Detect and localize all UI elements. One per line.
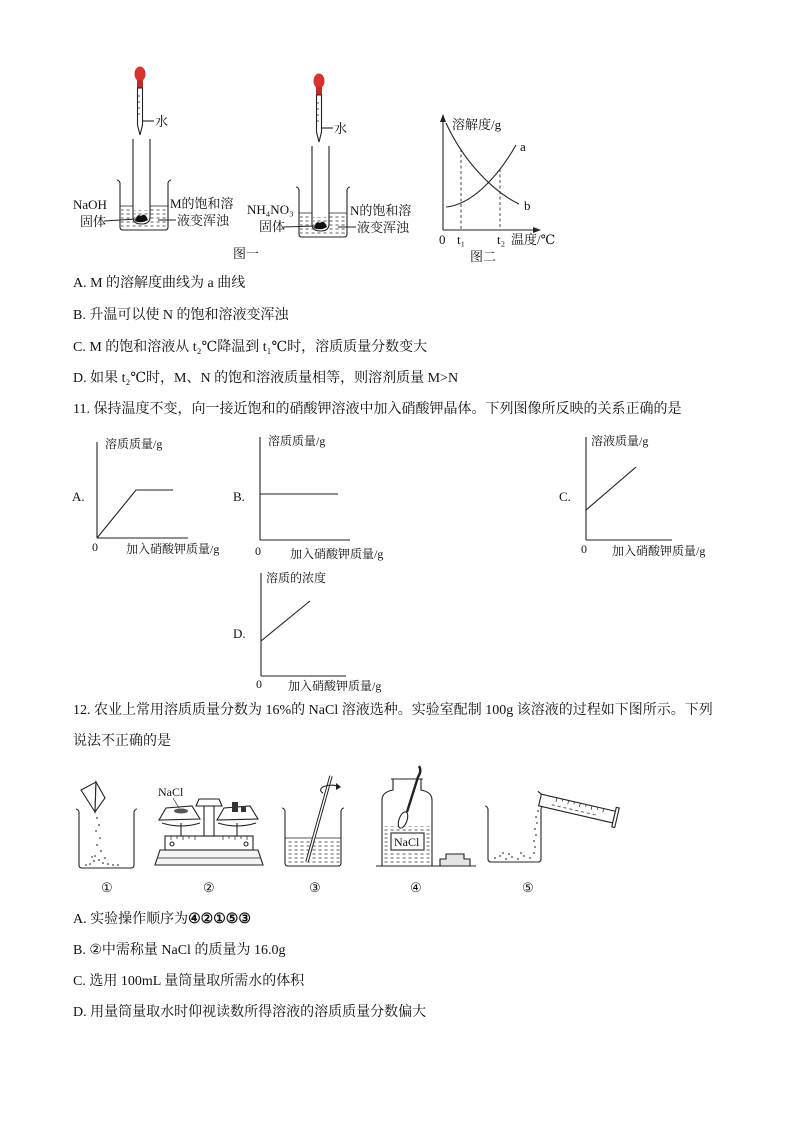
nacl-leader [173, 798, 179, 808]
step-label: ③ [309, 880, 321, 895]
question-12-stem-line2: 说法不正确的是 [73, 734, 171, 749]
bottle-stopper [440, 854, 470, 866]
y-axis-label: 溶解度/g [452, 117, 502, 132]
x-axis-label: 加入硝酸钾质量/g [288, 679, 382, 693]
x-axis-label: 加入硝酸钾质量/g [612, 544, 706, 558]
q12-option-c: C. 选用 100mL 量筒量取所需水的体积 [73, 974, 305, 989]
solution-label-line2: 液变浑浊 [357, 220, 410, 235]
graph-a [72, 436, 219, 556]
graph-b [233, 433, 383, 561]
dropper-neck [316, 87, 322, 95]
solution-label-line1: M的饱和溶 [170, 196, 234, 211]
falling-salt [86, 818, 118, 865]
graph-d [233, 570, 381, 693]
stir-arrow-head [336, 783, 341, 790]
curve-b [446, 123, 519, 204]
x-axis-label: 加入硝酸钾质量/g [290, 547, 384, 561]
dropper-bulb [135, 67, 146, 82]
graph-line [261, 601, 310, 641]
origin-label: 0 [92, 540, 98, 554]
figure-1-caption: 图一 [233, 246, 260, 261]
q12-option-a-order: ④②①⑤③ [188, 912, 251, 927]
question-12-stem-line1: 12. 农业上常用溶质质量分数为 16%的 NaCl 溶液选种。实验室配制 100g 该溶液的过程如下图所示。下列 [73, 703, 713, 718]
solid-label-line1: NaOH [73, 197, 107, 212]
solution-label-line2: 液变浑浊 [177, 213, 230, 228]
q12-option-a-text: A. 实验操作顺序为 [73, 912, 189, 927]
graph-letter: A. [72, 489, 85, 504]
weighing-paper-left [81, 782, 96, 812]
t2-label: t₂ [497, 232, 506, 247]
spoon-handle [407, 766, 420, 812]
graph-letter: D. [233, 626, 246, 641]
graduated-cylinder [534, 789, 619, 827]
beaker [76, 809, 137, 868]
solubility-graph [439, 114, 555, 264]
step-label: ② [203, 880, 215, 895]
beaker-sediment [495, 853, 530, 859]
step-1-pour-solid [76, 782, 137, 895]
water-label: 水 [155, 114, 169, 129]
option-d: D. 如果 t₂℃时，M、N 的饱和溶液质量相等，则溶剂质量 M>N [73, 371, 459, 386]
step-3-stir [282, 776, 344, 895]
graph-c [559, 433, 705, 558]
curve-a-label: a [520, 139, 526, 154]
weight-large [232, 802, 238, 812]
bottle-label: NaCl [394, 835, 420, 849]
water-label: 水 [334, 121, 348, 136]
experiment-nh4no3 [247, 74, 411, 238]
y-axis-label: 溶质质量/g [268, 434, 326, 448]
dropper-neck [137, 80, 143, 88]
beaker [485, 806, 544, 862]
cylinder-spout [537, 791, 541, 794]
dropper-tube [317, 95, 322, 142]
graph-line [586, 467, 636, 510]
apparatus-right [296, 74, 350, 238]
x-axis-label: 加入硝酸钾质量/g [126, 542, 220, 556]
balance-body [165, 836, 253, 850]
balance-pointer [196, 799, 222, 806]
origin-label: 0 [581, 542, 587, 556]
option-c: C. M 的饱和溶液从 t₂℃降温到 t₁℃时，溶质质量分数变大 [73, 340, 428, 355]
origin-label: 0 [439, 232, 446, 247]
curve-b-label: b [524, 198, 531, 213]
graph-line [97, 490, 173, 538]
origin-label: 0 [255, 544, 261, 558]
dropper-left [135, 67, 146, 136]
solution-label-line1: N的饱和溶 [350, 203, 412, 218]
y-axis-label: 溶质的浓度 [266, 571, 327, 585]
weighing-paper-right [95, 782, 105, 812]
weight-small [241, 806, 246, 812]
dropper-bulb [314, 74, 325, 89]
x-axis-label: 温度/℃ [511, 232, 556, 247]
step-2-weigh [155, 785, 263, 895]
step-label: ④ [410, 880, 422, 895]
step-label: ⑤ [522, 880, 534, 895]
step-4-take-salt [376, 766, 476, 895]
q12-option-b: B. ②中需称量 NaCl 的质量为 16.0g [73, 943, 286, 958]
solid-label-line1: NH₄NO₃ [247, 202, 294, 217]
experiment-naoh [73, 67, 234, 231]
question-11-stem: 11. 保持温度不变，向一接近饱和的硝酸钾溶液中加入硝酸钾晶体。下列图像所反映的关系正确的是 [73, 402, 682, 417]
balance-base [155, 850, 263, 865]
origin-label: 0 [256, 677, 262, 691]
balance-knob-left [170, 842, 174, 846]
balance-pillar [204, 806, 214, 836]
q12-option-d: D. 用量筒量取水时仰视读数所得溶液的溶质质量分数偏大 [73, 1005, 427, 1020]
nacl-label: NaCl [158, 785, 184, 799]
water-stream [534, 811, 538, 853]
q12-option-a [73, 910, 251, 930]
solid-label-line2: 固体 [80, 214, 107, 229]
graph-letter: C. [559, 489, 571, 504]
curve-a [446, 145, 516, 207]
step-5-pour-water [485, 789, 619, 895]
option-b: B. 升温可以使 N 的饱和溶液变浑浊 [73, 308, 289, 323]
option-a: A. M 的溶解度曲线为 a 曲线 [73, 276, 246, 291]
step-label: ① [101, 880, 113, 895]
y-axis-label: 溶液质量/g [591, 434, 649, 448]
nacl-heap [174, 809, 188, 814]
solid-label-line2: 固体 [259, 219, 286, 234]
balance-knob-right [244, 842, 248, 846]
t1-label: t₁ [457, 232, 466, 247]
y-axis-label: 溶质质量/g [105, 437, 163, 451]
figure-2-caption: 图二 [470, 249, 497, 264]
graph-letter: B. [233, 489, 245, 504]
dropper-tube [138, 88, 143, 135]
y-axis-arrow [440, 114, 446, 122]
